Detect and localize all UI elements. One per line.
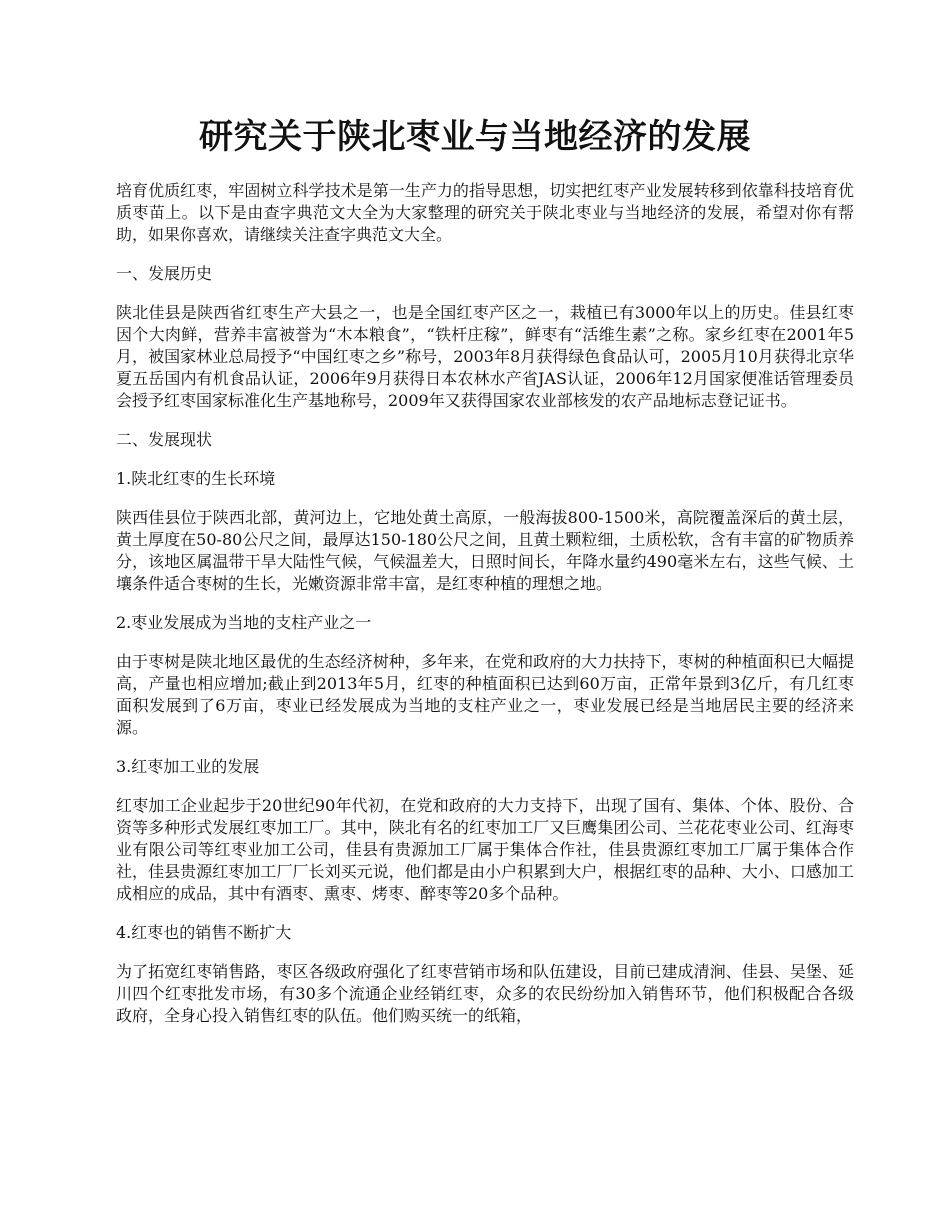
subheading-pillar-industry: 2.枣业发展成为当地的支柱产业之一	[116, 613, 372, 632]
subheading-growth-environment: 1.陕北红枣的生长环境	[116, 469, 276, 488]
subheading-processing-industry: 3.红枣加工业的发展	[116, 757, 260, 776]
pillar-industry-paragraph: 由于枣树是陕北地区最优的生态经济树种，多年来，在党和政府的大力扶持下，枣树的种植面积已大幅提高，产量也相应增加;截止到2013年5月，红枣的种植面积已达到60万亩，正常年景到3亿斤，有几红枣面积发展到了6万亩，枣业已经发展成为当地的支柱产业之一，枣业发展已经是当地居民主要的经济来源。	[116, 652, 854, 737]
subheading-sales-expansion: 4.红枣也的销售不断扩大	[116, 923, 292, 942]
document-body	[116, 180, 854, 1044]
processing-industry-paragraph: 红枣加工企业起步于20世纪90年代初，在党和政府的大力支持下，出现了国有、集体、个体、股份、合资等多种形式发展红枣加工厂。其中，陕北有名的红枣加工厂又巨鹰集团公司、兰花花枣业公司、红海枣业有限公司等红枣业加工公司，佳县有贵源加工厂属于集体合作社，佳县贵源红枣加工厂属于集体合作社，佳县贵源红枣加工厂厂长刘买元说，他们都是由小户积累到大户，根据红枣的品种、大小、口感加工成相应的成品，其中有酒枣、熏枣、烤枣、醉枣等20多个品种。	[116, 796, 854, 903]
growth-environment-paragraph: 陕西佳县位于陕西北部，黄河边上，它地处黄土高原，一般海拔800-1500米，高院覆盖深后的黄土层，黄土厚度在50-80公尺之间，最厚达150-180公尺之间，且黄土颗粒细，土质松软，含有丰富的矿物质养分，该地区属温带干旱大陆性气候，气候温差大，日照时间长，年降水量约490毫米左右，这些气候、土壤条件适合枣树的生长，光嫩资源非常丰富，是红枣种植的理想之地。	[116, 508, 854, 593]
section-heading-status: 二、发展现状	[116, 430, 213, 449]
document-title: 研究关于陕北枣业与当地经济的发展	[199, 117, 751, 157]
history-paragraph: 陕北佳县是陕西省红枣生产大县之一，也是全国红枣产区之一，栽植已有3000年以上的历史。佳县红枣因个大肉鲜，营养丰富被誉为“木本粮食”，“铁杆庄稼”，鲜枣有“活维生素”之称。家乡红枣在2001年5月，被国家林业总局授予“中国红枣之乡”称号，2003年8月获得绿色食品认可，2005月10月获得北京华夏五岳国内有机食品认证，2006年9月获得日本农林水产省JAS认证，2006年12月国家便准话管理委员会授予红枣国家标准化生产基地称号，2009年又获得国家农业部核发的农产品地标志登记证书。	[116, 303, 854, 410]
sales-expansion-paragraph: 为了拓宽红枣销售路，枣区各级政府强化了红枣营销市场和队伍建设，目前已建成清涧、佳县、吴堡、延川四个红枣批发市场，有30多个流通企业经销红枣，众多的农民纷纷加入销售环节，他们积极配合各级政府，全身心投入销售红枣的队伍。他们购买统一的纸箱，	[116, 962, 854, 1025]
section-heading-history: 一、发展历史	[116, 264, 213, 283]
intro-paragraph: 培育优质红枣，牢固树立科学技术是第一生产力的指导思想，切实把红枣产业发展转移到依靠科技培育优质枣苗上。以下是由查字典范文大全为大家整理的研究关于陕北枣业与当地经济的发展，希望对你有帮助，如果你喜欢，请继续关注查字典范文大全。	[116, 181, 854, 244]
